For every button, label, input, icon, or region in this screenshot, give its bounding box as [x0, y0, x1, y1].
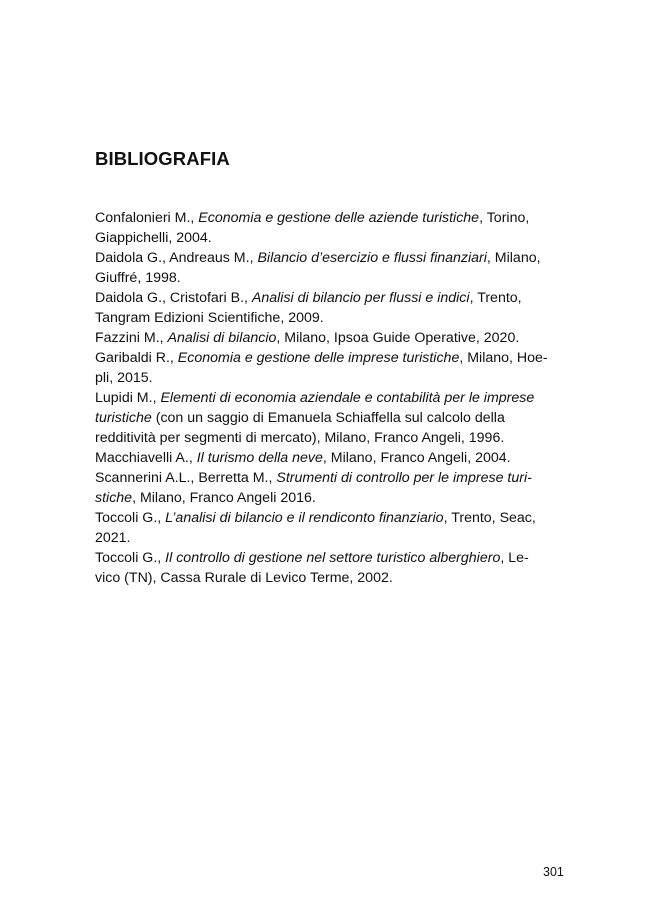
entry-text: , Milano, Ipsoa Guide Operative, 2020. [276, 330, 520, 346]
entry-text: Daidola G., Cristofari B., [95, 290, 252, 306]
bibliography-entry-line [95, 348, 565, 368]
bibliography-entry-line [95, 408, 565, 428]
entry-text: 2021. [95, 530, 131, 546]
bibliography-entry-line [95, 268, 565, 288]
bibliography-entry-line [95, 528, 565, 548]
entry-text: , Milano, Hoe- [459, 350, 548, 366]
bibliography-entry-line [95, 508, 565, 528]
bibliography-entry-line [95, 308, 565, 328]
entry-title-text: Il controllo di gestione nel settore turistico alberghiero [165, 550, 501, 566]
bibliography-entry [95, 448, 565, 468]
bibliography-entry [95, 548, 565, 588]
entry-text: Toccoli G., [95, 550, 166, 566]
bibliography-entry [95, 328, 565, 348]
bibliography-entry [95, 248, 565, 288]
entry-title-text: Elementi di economia aziendale e contabilità per le imprese [160, 390, 535, 406]
entry-title-text: Il turismo della neve [196, 450, 323, 466]
bibliography-entry-line [95, 288, 565, 308]
entry-text: Scannerini A.L., Berretta M., [95, 470, 277, 486]
bibliography-entry [95, 388, 565, 448]
entry-title-text: Analisi di bilancio [167, 330, 277, 346]
entry-title-text: Economia e gestione delle imprese turistiche [177, 350, 460, 366]
entry-text: , Trento, Seac, [443, 510, 536, 526]
bibliography-entry-line [95, 428, 565, 448]
bibliography-entry-line [95, 368, 565, 388]
bibliography-entry [95, 288, 565, 328]
entry-title-text: Strumenti di controllo per le imprese turi- [276, 470, 532, 486]
entry-title-text: L’analisi di bilancio e il rendiconto finanziario [165, 510, 444, 526]
entry-text: vico (TN), Cassa Rurale di Levico Terme, 2002. [95, 570, 393, 586]
bibliography-entry-line [95, 448, 565, 468]
entry-title-text: Bilancio d’esercizio e flussi finanziari [257, 250, 487, 266]
entry-text: (con un saggio di Emanuela Schiaffella sul calcolo della [151, 410, 505, 426]
bibliography-entry-line [95, 568, 565, 588]
bibliography-entry-line [95, 248, 565, 268]
entry-title-text: turistiche [95, 410, 152, 426]
bibliography-entry-line [95, 228, 565, 248]
entry-text: , Trento, [469, 290, 522, 306]
entry-text: redditività per segmenti di mercato), Milano, Franco Angeli, 1996. [95, 430, 505, 446]
bibliography-entry [95, 348, 565, 388]
entry-title-text: Analisi di bilancio per flussi e indici [251, 290, 470, 306]
bibliography-list [95, 208, 565, 588]
entry-text: Daidola G., Andreaus M., [95, 250, 258, 266]
entry-title-text: Economia e gestione delle aziende turistiche [198, 210, 480, 226]
bibliography-entry [95, 208, 565, 248]
entry-text: Giuffré, 1998. [95, 270, 181, 286]
entry-text: Fazzini M., [95, 330, 168, 346]
entry-text: pli, 2015. [95, 370, 153, 386]
bibliography-entry-line [95, 488, 565, 508]
bibliography-entry [95, 468, 565, 508]
entry-text: Toccoli G., [95, 510, 166, 526]
entry-text: Confalonieri M., [95, 210, 199, 226]
entry-text: Garibaldi R., [95, 350, 178, 366]
bibliography-entry-line [95, 328, 565, 348]
bibliography-entry-line [95, 468, 565, 488]
entry-text: , Milano, Franco Angeli 2016. [132, 490, 316, 506]
bibliography-entry-line [95, 388, 565, 408]
page-title: BIBLIOGRAFIA [95, 148, 230, 169]
entry-title-text: stiche [95, 490, 133, 506]
entry-text: , Milano, [486, 250, 541, 266]
bibliography-entry [95, 508, 565, 548]
entry-text: Giappichelli, 2004. [95, 230, 212, 246]
entry-text: , Milano, Franco Angeli, 2004. [322, 450, 511, 466]
entry-text: , Torino, [479, 210, 530, 226]
page-number: 301 [543, 865, 564, 879]
entry-text: , Le- [500, 550, 529, 566]
entry-text: Lupidi M., [95, 390, 161, 406]
entry-text: Macchiavelli A., [95, 450, 197, 466]
bibliography-entry-line [95, 208, 565, 228]
bibliography-entry-line [95, 548, 565, 568]
entry-text: Tangram Edizioni Scientifiche, 2009. [95, 310, 324, 326]
